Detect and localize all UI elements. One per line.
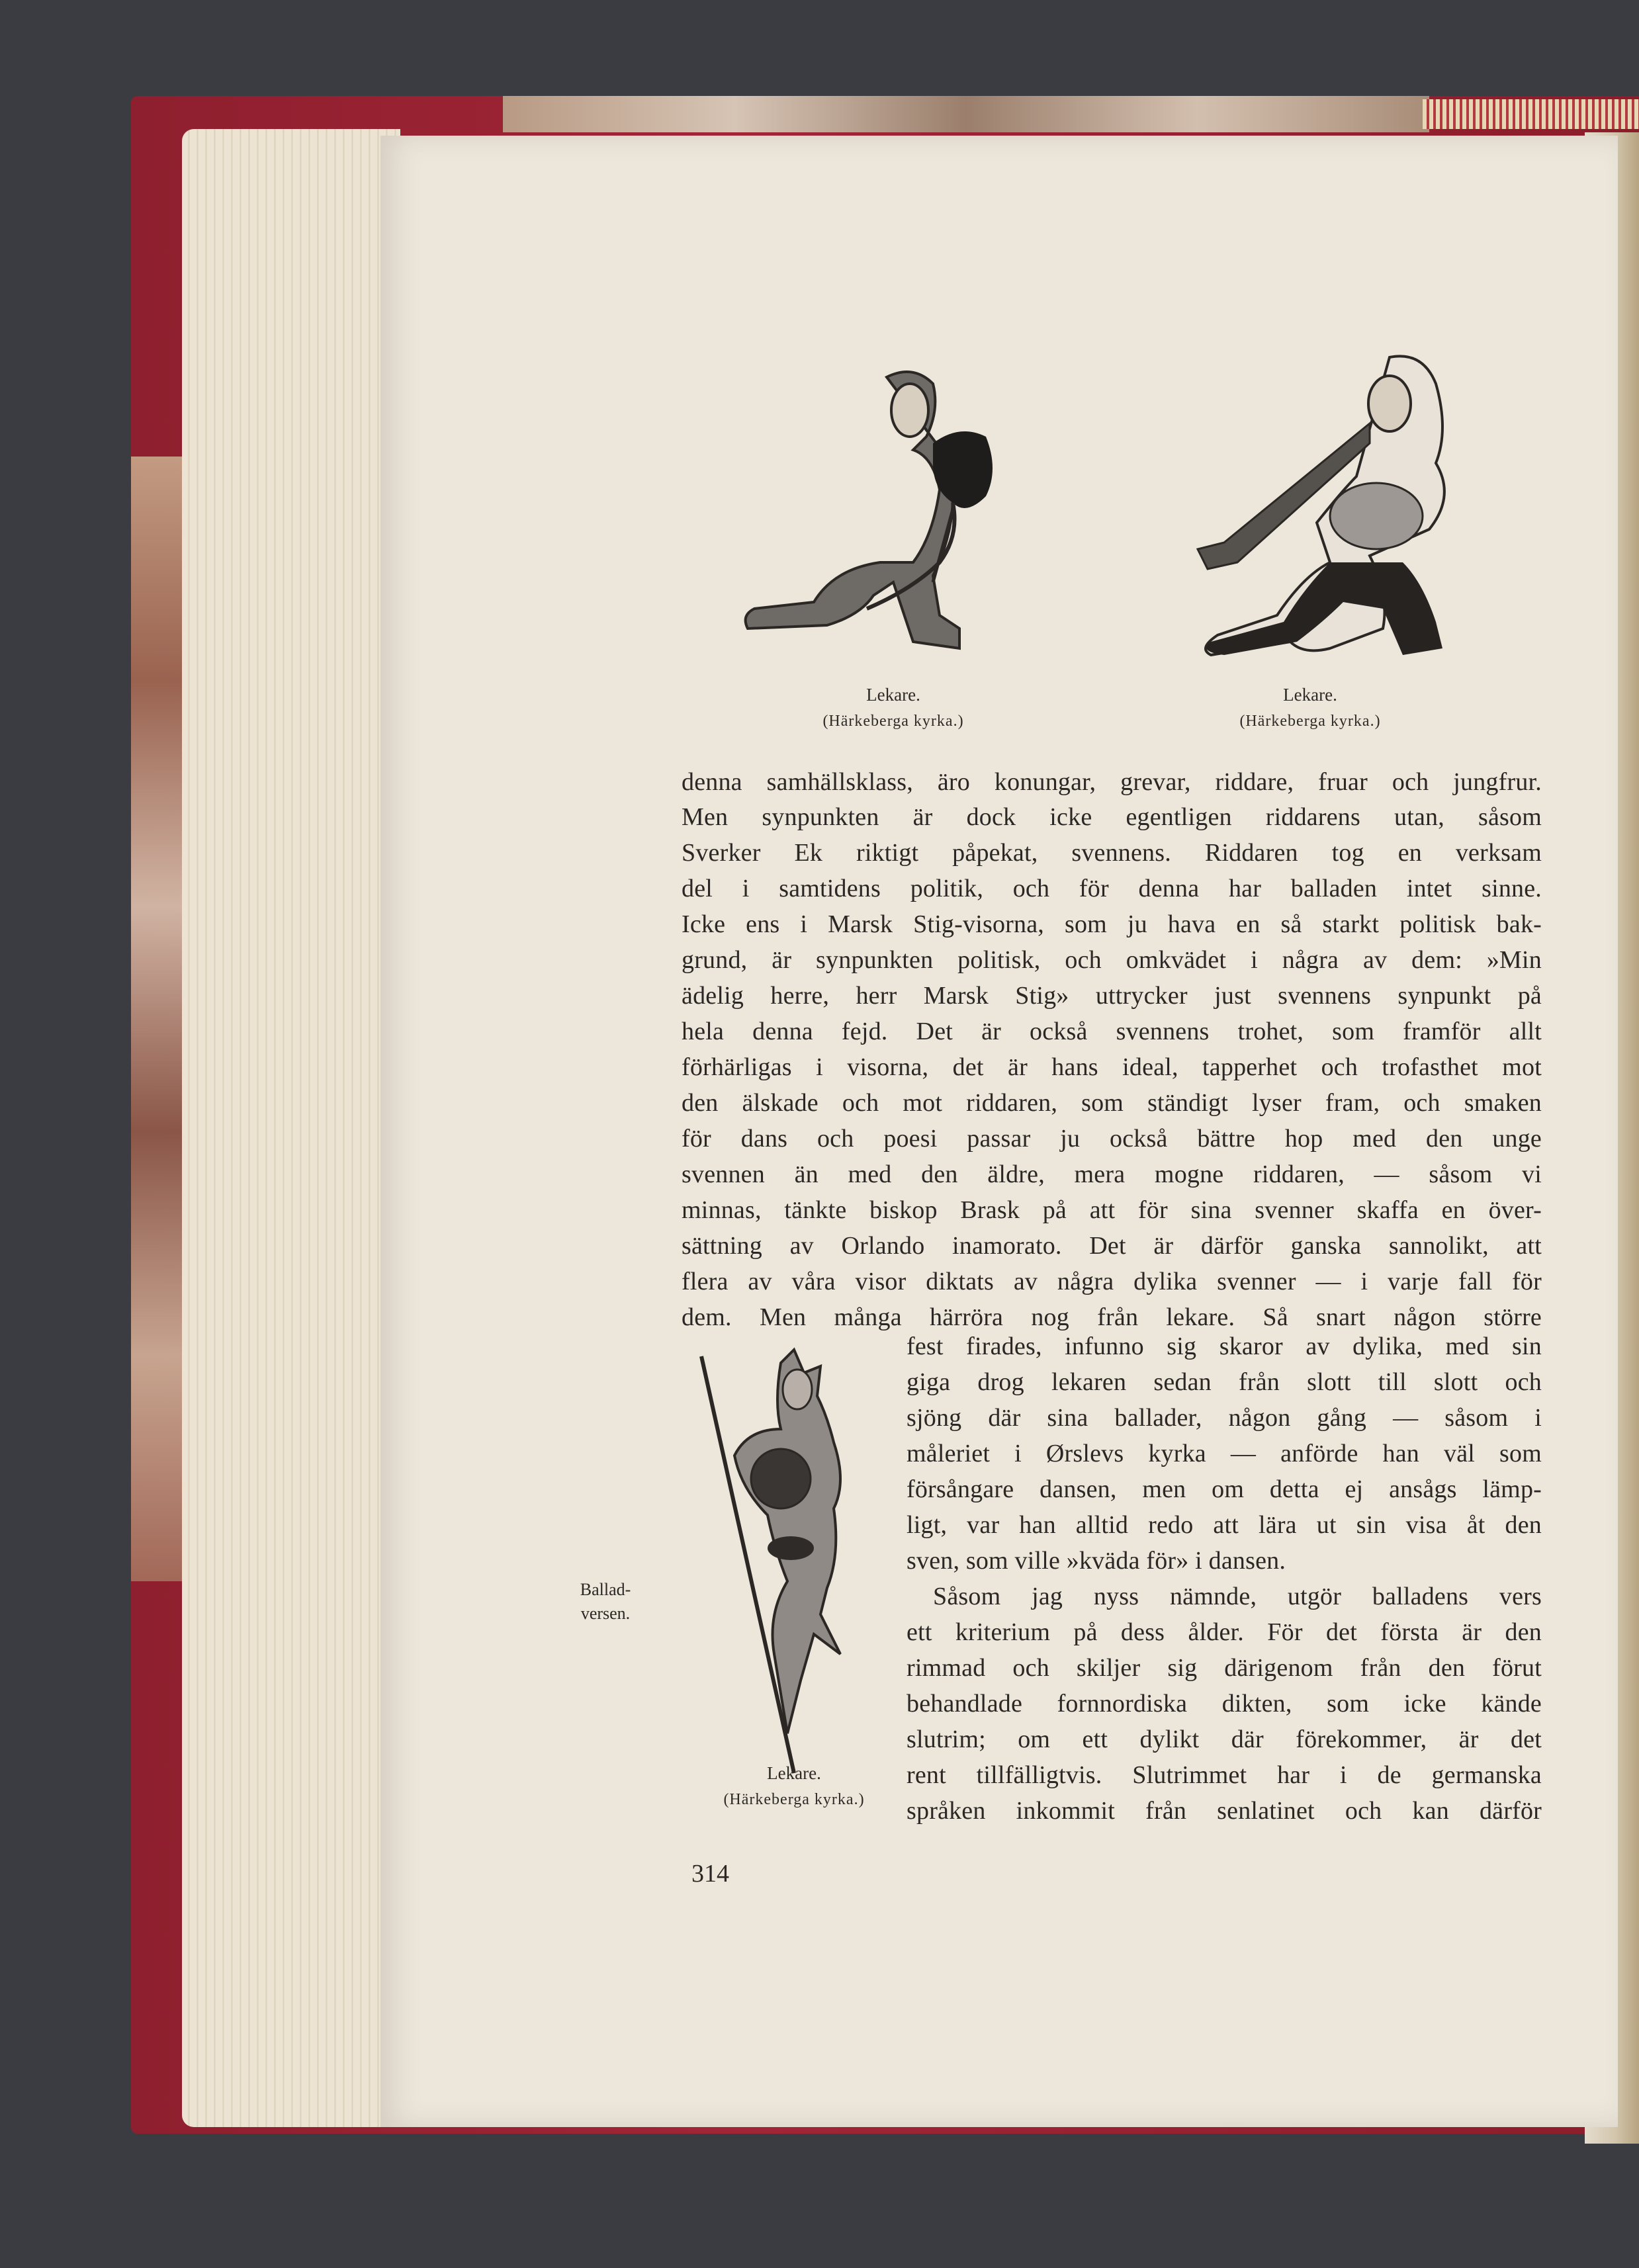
body-line: språken inkommit från senlatinet och kan därför [907,1797,1542,1825]
body-line: flera av våra visor diktats av några dylika svenner — i varje fall för [682,1268,1542,1295]
body-line: Men synpunkten är dock icke egentligen riddarens utan, såsom [682,803,1542,831]
body-line: den älskade och mot riddaren, som ständigt lyser fram, och smaken [682,1089,1542,1117]
body-line: måleriet i Ørslevs kyrka — anförde han väl som [907,1440,1542,1467]
lekare-illustration-1 [734,364,1065,675]
body-line: giga drog lekaren sedan från slott till slott och [907,1368,1542,1396]
body-line: Såsom jag nyss nämnde, utgör balladens vers [933,1583,1542,1610]
cover-marbled-top [503,96,1429,132]
body-line: slutrim; om ett dylikt där förekommer, är det [907,1725,1542,1753]
body-line: hela denna fejd. Det är också svennens trohet, som framför allt [682,1018,1542,1045]
body-line: del i samtidens politik, och för denna har balladen intet sinne. [682,875,1542,902]
body-line: fest firades, infunno sig skaror av dylika, med sin [907,1332,1542,1360]
figure-1-source: (Härkeberga kyrka.) [822,713,964,730]
figure-2-source: (Härkeberga kyrka.) [1239,713,1381,730]
page-number: 314 [691,1860,729,1888]
body-line: ett kriterium på dess ålder. För det första är den [907,1618,1542,1646]
margin-note-line-2: versen. [580,1604,631,1623]
body-line: sven, som ville »kväda för» i dansen. [907,1547,1286,1575]
body-line: sättning av Orlando inamorato. Det är därför ganska sannolikt, att [682,1232,1542,1260]
lekare-illustration-3 [688,1336,887,1786]
body-line: dem. Men många härröra nog från lekare. Så snart någon större [682,1303,1542,1331]
body-line: Sverker Ek riktigt påpekat, svennens. Riddaren tog en verksam [682,839,1542,867]
body-line: rent tillfälligtvis. Slutrimmet har i de germanska [907,1761,1542,1789]
figure-3-source: (Härkeberga kyrka.) [723,1791,865,1808]
page-stack-edges [182,129,400,2127]
margin-note-line-1: Ballad- [580,1580,631,1599]
body-line: för dans och poesi passar ju också bättre hop med den unge [682,1125,1542,1153]
figure-3-title: Lekare. [767,1763,821,1783]
body-line: rimmad och skiljer sig därigenom från den förut [907,1654,1542,1682]
body-line: förhärligas i visorna, det är hans ideal, tapperhet och trofasthet mot [682,1053,1542,1081]
figure-caption-2 [1211,681,1409,734]
body-line: Icke ens i Marsk Stig-visorna, som ju hava en så starkt politisk bak- [682,910,1542,938]
body-line: sjöng där sina ballader, någon gång — såsom i [907,1404,1542,1432]
figure-caption-1 [794,681,993,734]
margin-note [556,1578,655,1626]
figure-caption-3 [688,1760,900,1813]
body-line: grund, är synpunkten politisk, och omkvädet i några av dem: »Min [682,946,1542,974]
body-line: ligt, var han alltid redo att lära ut sin visa åt den [907,1511,1542,1539]
top-edge-strip [1423,99,1639,129]
body-line: svennen än med den äldre, mera mogne riddaren, — såsom vi [682,1160,1542,1188]
body-line: ädelig herre, herr Marsk Stig» uttrycker just svennens synpunkt på [682,982,1542,1010]
body-line: försångare dansen, men om detta ej ansågs lämp- [907,1475,1542,1503]
figure-1-title: Lekare. [866,685,920,705]
body-line: behandlade fornnordiska dikten, som icke kände [907,1690,1542,1718]
body-line: denna samhällsklass, äro konungar, grevar, riddare, fruar och jungfrur. [682,768,1542,796]
lekare-illustration-2 [1171,344,1489,688]
body-line: minnas, tänkte biskop Brask på att för sina svenner skaffa en över- [682,1196,1542,1224]
figure-2-title: Lekare. [1283,685,1337,705]
